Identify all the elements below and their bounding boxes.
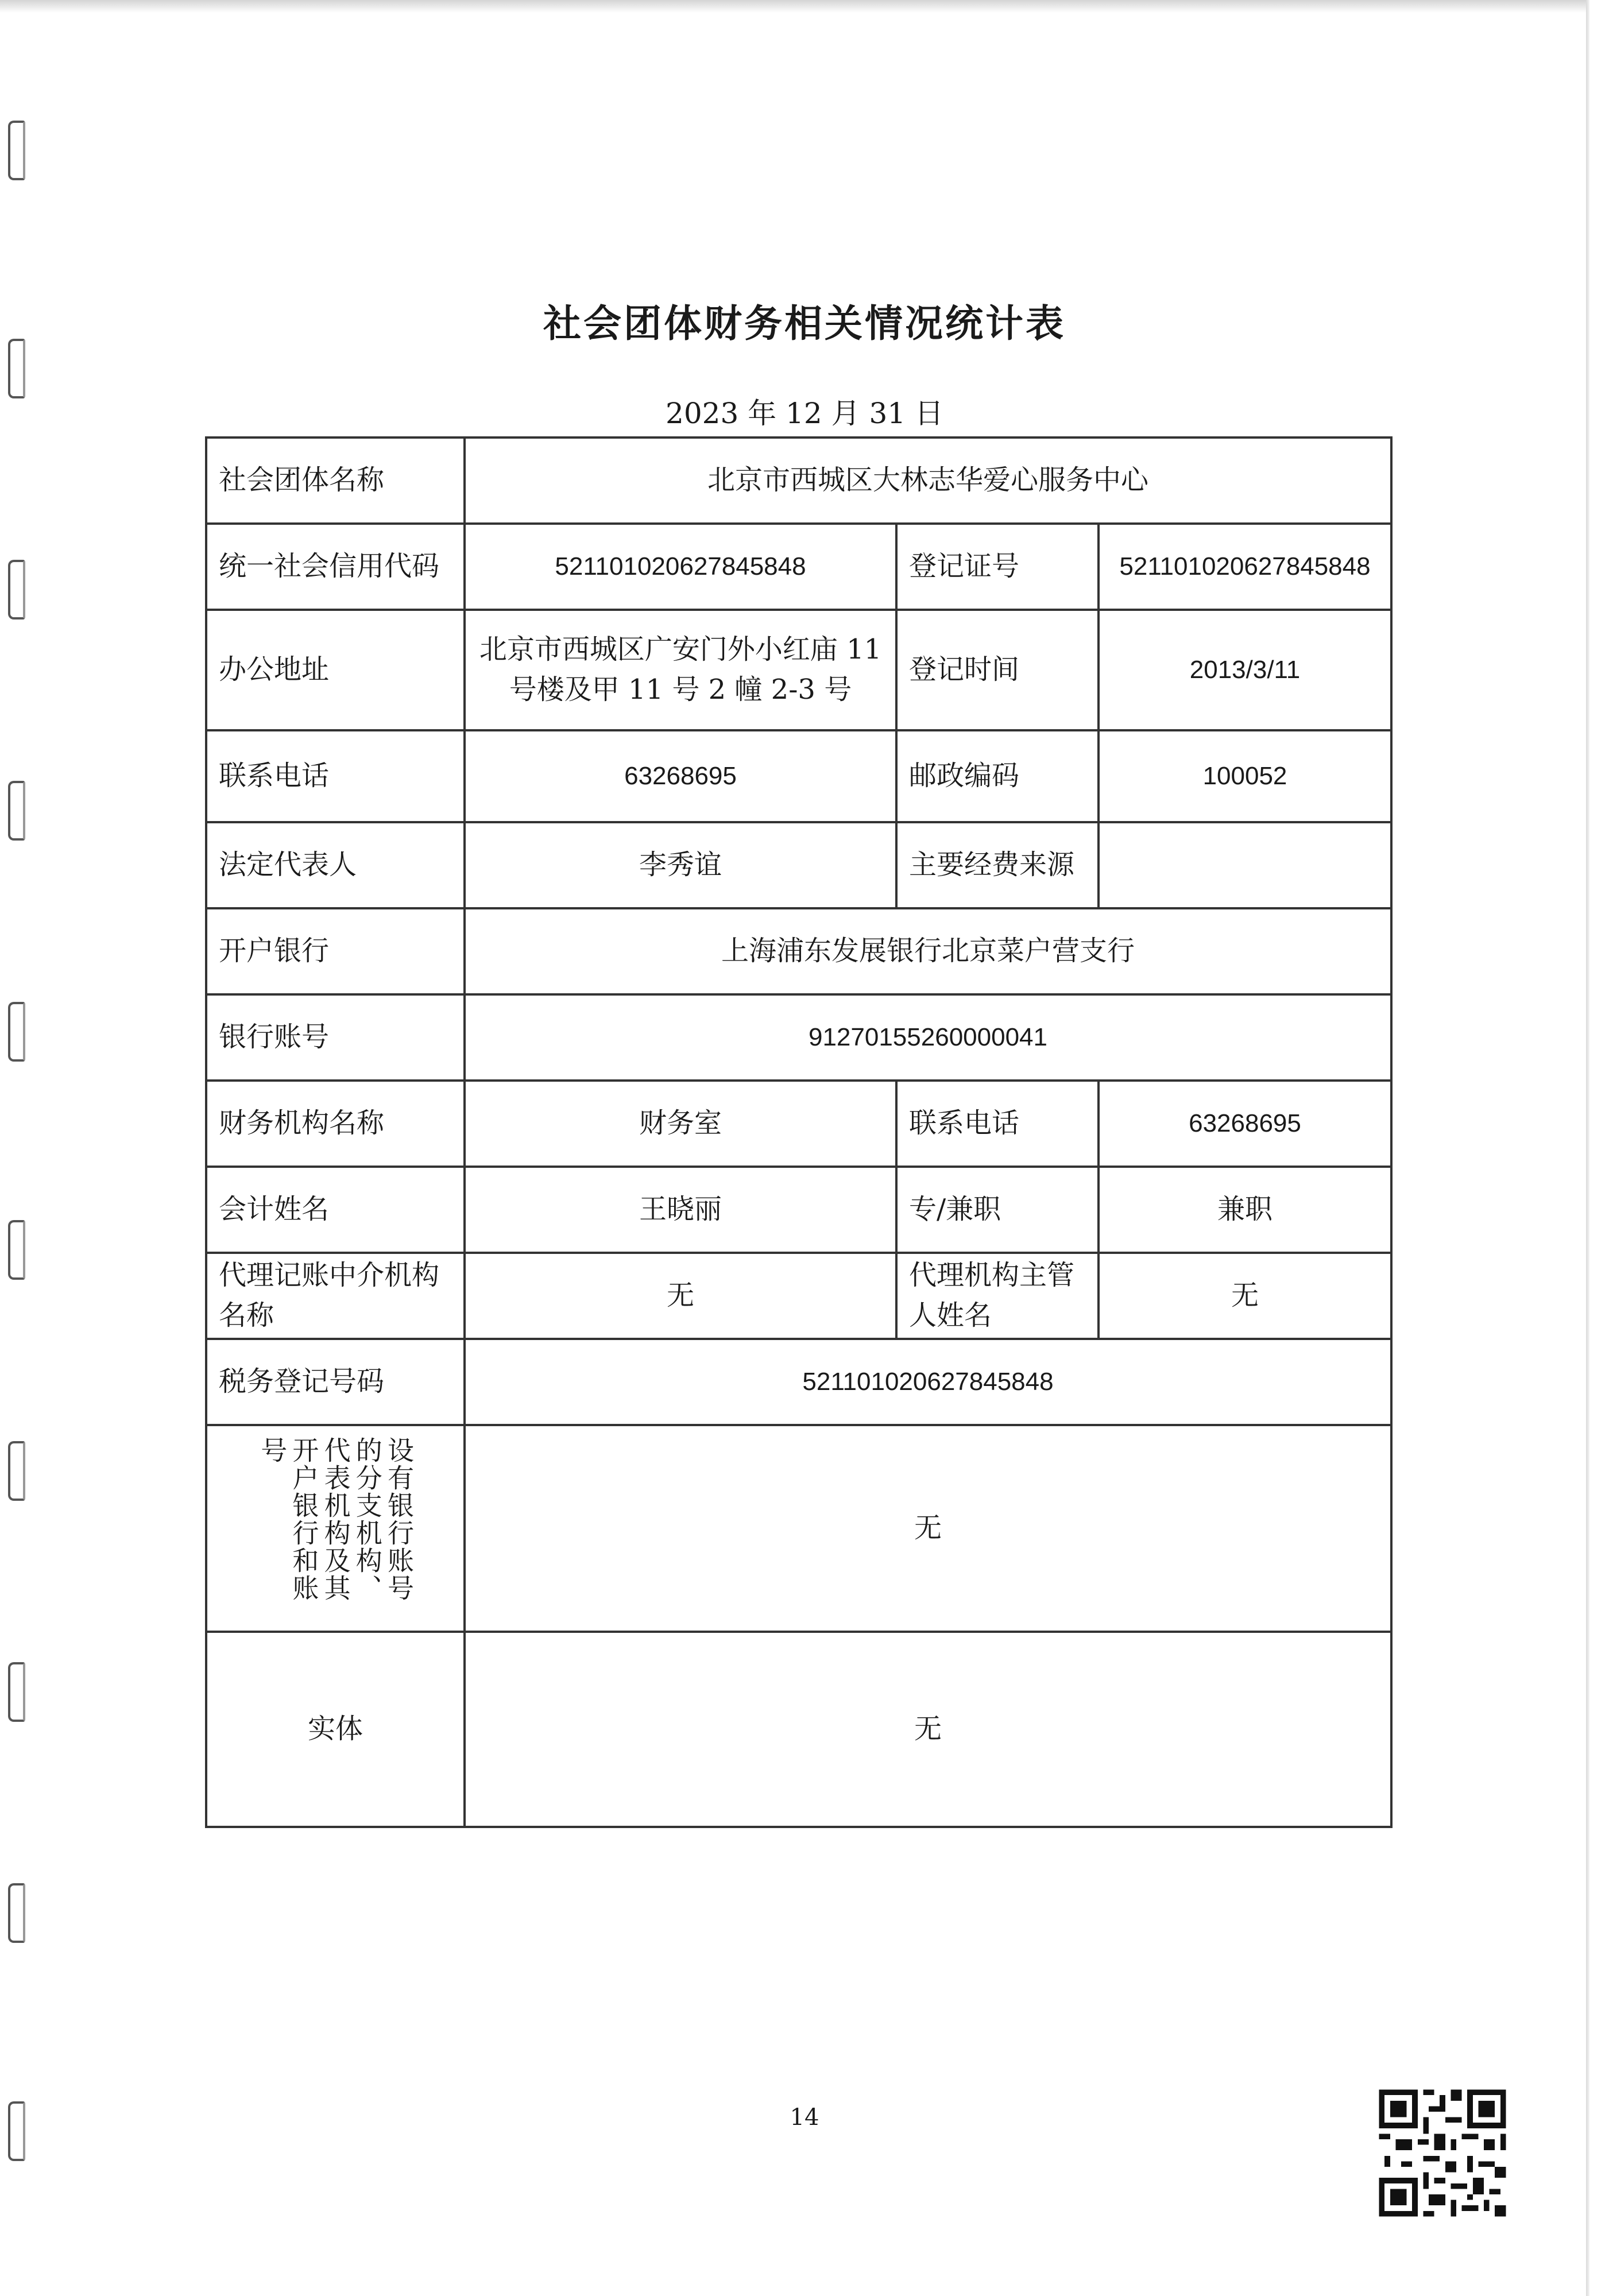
table-row [206,822,1391,908]
account-label: 银行账号 [206,994,465,1081]
table-row [206,1339,1391,1425]
binder-hole [8,1002,25,1062]
table-row [206,610,1391,730]
office-address-value: 北京市西城区广安门外小红庙 11 号楼及甲 11 号 2 幢 2-3 号 [465,610,896,730]
agent-org-label: 代理记账中介机构名称 [206,1253,465,1339]
reg-date-value: 2013/3/11 [1099,610,1391,730]
credit-code-value: 521101020627845848 [465,524,896,610]
document-date: 2023 年 12 月 31 日 [666,397,943,430]
agent-manager-value: 无 [1099,1253,1391,1339]
binder-hole [8,121,25,180]
bank-value: 上海浦东发展银行北京菜户营支行 [465,908,1391,994]
legal-rep-label: 法定代表人 [206,822,465,908]
bank-label: 开户银行 [206,908,465,994]
phone-value: 63268695 [465,730,896,822]
postcode-value: 100052 [1099,730,1391,822]
table-row [206,1632,1391,1827]
tax-reg-label: 税务登记号码 [206,1339,465,1425]
table-row [206,730,1391,822]
binder-hole [8,1220,25,1280]
finance-phone-value: 63268695 [1099,1081,1391,1167]
job-type-label: 专/兼职 [896,1167,1099,1253]
binder-hole [8,781,25,841]
page-number: 14 [790,2104,819,2131]
office-address-label: 办公地址 [206,610,465,730]
funding-source-value [1099,822,1391,908]
finance-dept-value: 财务室 [465,1081,896,1167]
account-value: 91270155260000041 [465,994,1391,1081]
qr-code [1374,2084,1511,2222]
tax-reg-value: 521101020627845848 [465,1339,1391,1425]
reg-cert-label: 登记证号 [896,524,1099,610]
table-row [206,1425,1391,1632]
entity-label: 实体 [206,1632,465,1827]
table-row [206,437,1391,524]
table-row [206,1253,1391,1339]
entity-value: 无 [465,1632,1391,1827]
binder-hole [8,1441,25,1501]
reg-cert-value: 521101020627845848 [1099,524,1391,610]
finance-statistics-table [205,436,1393,1828]
table-row [206,994,1391,1081]
branches-label-cell [206,1425,465,1632]
document-title: 社会团体财务相关情况统计表 [543,301,1066,346]
reg-date-label: 登记时间 [896,610,1099,730]
binder-hole [8,339,25,398]
binder-hole [8,560,25,620]
table-row [206,908,1391,994]
job-type-value: 兼职 [1099,1167,1391,1253]
phone-label: 联系电话 [206,730,465,822]
branches-label-wrap [219,1437,452,1620]
finance-dept-label: 财务机构名称 [206,1081,465,1167]
org-name-label: 社会团体名称 [206,437,465,524]
funding-source-label: 主要经费来源 [896,822,1099,908]
legal-rep-value: 李秀谊 [465,822,896,908]
accountant-label: 会计姓名 [206,1167,465,1253]
page-top-shadow [0,0,1586,13]
postcode-label: 邮政编码 [896,730,1099,822]
agent-manager-label: 代理机构主管人姓名 [896,1253,1099,1339]
finance-phone-label: 联系电话 [896,1081,1099,1167]
table-row [206,1167,1391,1253]
branches-value: 无 [465,1425,1391,1632]
binder-hole [8,1662,25,1722]
table-row [206,524,1391,610]
branches-label: 设有银行账号的分支机构、代表机构及其开户银行和账号 [257,1437,415,1602]
agent-org-value: 无 [465,1253,896,1339]
org-name-value: 北京市西城区大林志华爱心服务中心 [465,437,1391,524]
binder-hole [8,1883,25,1943]
accountant-value: 王晓丽 [465,1167,896,1253]
table-row [206,1081,1391,1167]
credit-code-label: 统一社会信用代码 [206,524,465,610]
